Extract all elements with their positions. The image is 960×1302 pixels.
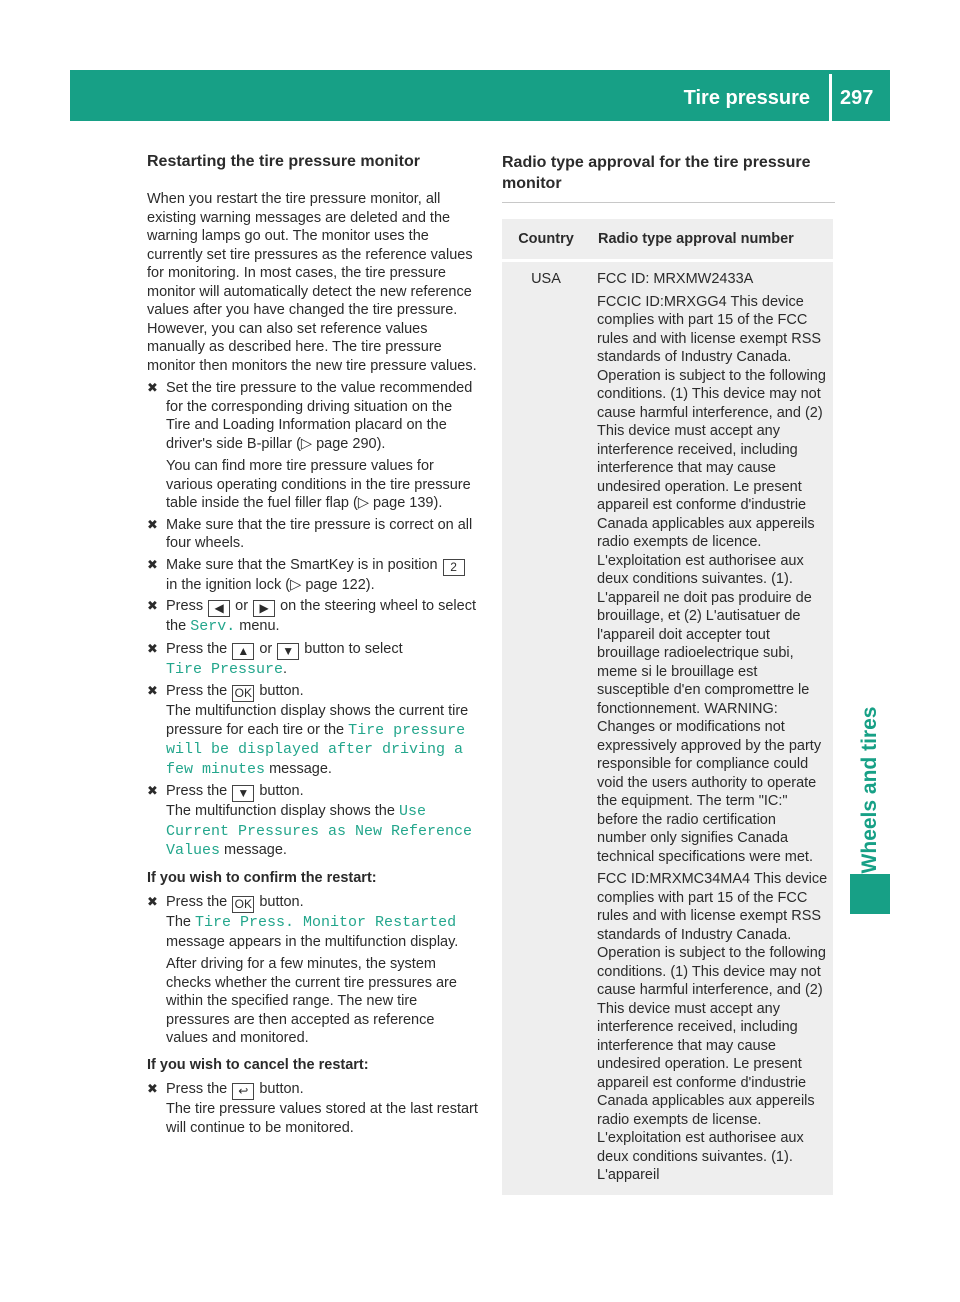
step-arrow-icon: ✖: [147, 783, 158, 798]
confirm-heading: If you wish to confirm the restart:: [147, 869, 377, 886]
step-check-wheels: ✖ Make sure that the tire pressure is correct on all four wheels.: [147, 516, 473, 551]
step-select-tire-pressure: ✖ Press the ▲ or ▼ button to select Tire Pressure.: [147, 640, 403, 678]
step-smartkey: ✖ Make sure that the SmartKey is in position 2 in the ignition lock (▷ page 122).: [147, 556, 480, 595]
side-tab-marker: [850, 874, 890, 914]
up-button-icon: ▲: [232, 643, 254, 660]
approval-paragraph: FCCIC ID:MRXGG4 This device complies with part 15 of the FCC rules and with license exempt RSS standards of Industry Canada. Operation is subject to the following conditions. (1) This device may not cause harmful interference, and (2) This device must accept any interference received, including interference that may cause undesired operation. Le present appareil est conforme d'industrie Canada applicables aux appereils radio exempts de licence. L'exploitation est authorisee aux deux conditions suivantes. (1). L'appareil ne doit pas produire de brouillage, et (2) L'autisatuer de l'appareil doit accepter tout brouillage radioelectrique subi, meme si le brouillage est susceptible d'en compromettre le fonctionnement. WARNING: Changes or modifications not expressively approved by the party responsible for compliance could void the users authority to operate the equipment. The term "IC:" before the radio certification number only signifies Canada technical specifications were met.: [597, 293, 826, 865]
cell-approval: [590, 270, 833, 1189]
step-press-ok: ✖ Press the OK button. The multifunction display shows the current tire pressure for each tire or the Tire pressure will be displayed after driving a few minutes message.: [147, 683, 469, 778]
right-button-icon: ▶: [253, 600, 275, 617]
step-cancel: ✖ Press the ↩ button. The tire pressure values stored at the last restart will continue to be monitored.: [147, 1081, 478, 1136]
intro-paragraph: When you restart the tire pressure monitor, all existing warning messages are deleted and the warning lamps go out. The monitor uses the currently set tire pressures as the reference values for monitoring. In most cases, the tire pressure monitor will automatically detect the new reference values after you have changed the tire pressure. However, you can also set reference values manually as described here. The tire pressure monitor then monitors the new tire pressure values.: [147, 191, 477, 374]
step-select-serv: ✖ Press ◀ or ▶ on the steering wheel to select the Serv. menu.: [147, 598, 476, 635]
right-column: [502, 152, 833, 1195]
step-arrow-icon: ✖: [147, 894, 158, 909]
step-arrow-icon: ✖: [147, 516, 158, 532]
left-column: [147, 152, 480, 1140]
page-ref-arrow-icon: ▷: [357, 495, 374, 511]
left-button-icon: ◀: [208, 600, 230, 617]
approval-paragraph: FCC ID: MRXMW2433A: [597, 271, 754, 287]
side-tab-label: Wheels and tires: [858, 706, 881, 874]
approval-paragraph: FCC ID:MRXMC34MA4 This device complies with part 15 of the FCC rules and with license exempt RSS standards of Industry Canada. Operation is subject to the following conditions. (1) This device may not cause harmful interference, and (2) This device must accept any interference received, including interference that may cause undesired operation. Le present appareil est conforme d'industrie Canada applicables aux appereils radio exempts de license. L'exploitation est authorisee aux deux conditions suivantes. (1). L'appareil: [597, 871, 828, 1183]
header-separator: [829, 74, 832, 121]
page-ref-arrow-icon: ▷: [300, 435, 317, 452]
title-divider: [502, 202, 835, 203]
section-title-radio: Radio type approval for the tire pressure monitor: [502, 154, 811, 192]
page-number: 297: [840, 87, 874, 109]
column-header-country: Country: [518, 231, 574, 247]
header-title: Tire pressure: [683, 87, 810, 109]
table-header: [502, 219, 833, 259]
step-arrow-icon: ✖: [147, 598, 158, 613]
page-ref-arrow-icon: ▷: [290, 576, 306, 593]
step-arrow-icon: ✖: [147, 1081, 158, 1096]
ok-button-icon: OK: [232, 685, 254, 702]
confirm-note: After driving for a few minutes, the system checks whether the current tire pressures are within the specified range. The new tire pressures are then accepted as reference values and monitored.: [166, 956, 457, 1046]
down-button-icon: ▼: [232, 785, 254, 802]
step-arrow-icon: ✖: [147, 683, 158, 698]
step-confirm-ok: ✖ Press the OK button. The Tire Press. Monitor Restarted message appears in the multifunction display.: [147, 894, 459, 950]
ok-button-icon: OK: [232, 896, 254, 913]
cell-country: USA: [531, 271, 561, 287]
position-2-icon: 2: [443, 559, 465, 576]
table-row: [502, 262, 833, 1195]
cancel-heading: If you wish to cancel the restart:: [147, 1056, 369, 1073]
back-button-icon: ↩: [232, 1083, 254, 1100]
section-title-restart: Restarting the tire pressure monitor: [147, 153, 420, 170]
step-set-pressure-note: You can find more tire pressure values for various operating conditions in the tire pressure table inside the fuel filler flap (▷ page 139).: [166, 458, 471, 511]
column-header-approval: Radio type approval number: [598, 231, 794, 247]
down-button-icon: ▼: [277, 643, 299, 660]
step-arrow-icon: ✖: [147, 640, 158, 656]
step-press-down: ✖ Press the ▼ button. The multifunction display shows the Use Current Pressures as New Reference Values message.: [147, 783, 473, 859]
step-arrow-icon: ✖: [147, 556, 158, 572]
step-arrow-icon: ✖: [147, 380, 158, 395]
step-set-pressure: ✖ Set the tire pressure to the value recommended for the corresponding driving situation on the Tire and Loading Information placard on the driver's side B-pillar (▷ page 290).: [147, 380, 473, 452]
